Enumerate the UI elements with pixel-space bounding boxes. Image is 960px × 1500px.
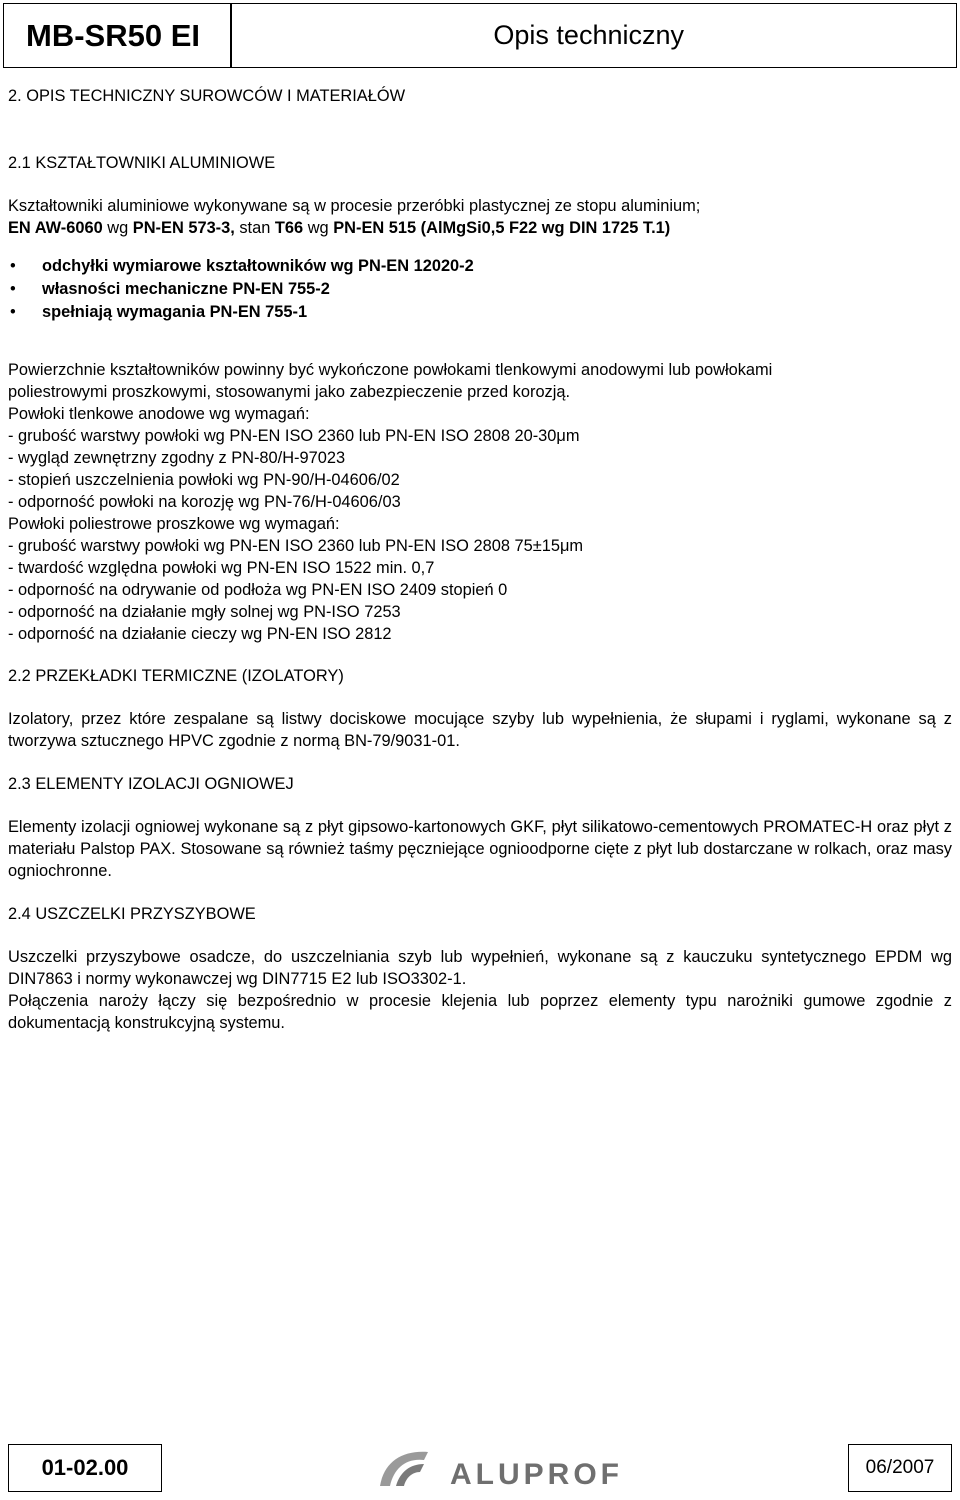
coatings-block (8, 359, 952, 645)
section-2-1-title: 2.1 KSZTAŁTOWNIKI ALUMINIOWE (8, 154, 276, 172)
s21-intro-line-1: Kształtowniki aluminiowe wykonywane są w procesie przeróbki plastycznej ze stopu aluminium; (8, 197, 701, 215)
intro-text: wg (303, 219, 334, 237)
doc-code: 01-02.00 (41, 1455, 129, 1480)
section-2-3-body: Elementy izolacji ogniowej wykonane są z płyt gipsowo-kartonowych GKF, płyt silikatowo-cementowych PROMATEC-H oraz płyt z materiału Palstop PAX. Stosowane są również taśmy pęczniejące ognioodporne cięte z płyt lub dostarczane w rolkach, oraz masy ogniochronne. (8, 818, 952, 880)
document-body (8, 85, 952, 1034)
page-header (3, 3, 957, 68)
section-2-title: 2. OPIS TECHNICZNY SUROWCÓW I MATERIAŁÓW (8, 87, 406, 105)
intro-text: stan (234, 219, 275, 237)
text-line: - wygląd zewnętrzny zgodny z PN-80/H-97023 (8, 449, 346, 467)
requirements-list (8, 255, 952, 324)
text-line: - grubość warstwy powłoki wg PN-EN ISO 2360 lub PN-EN ISO 2808 20-30μm (8, 427, 580, 445)
product-name: MB-SR50 EI (26, 17, 200, 53)
aluprof-logo (376, 1446, 656, 1492)
standard-ref: PN-EN 573-3, (132, 219, 235, 237)
temper-ref: T66 (274, 219, 304, 237)
section-2-4-body: Połączenia naroży łączy się bezpośrednio w procesie klejenia lub poprzez elementy typu narożniki gumowe zgodnie z dokumentacją konstrukcyjną systemu. (8, 992, 952, 1032)
text-line: Powierzchnie kształtowników powinny być wykończone powłokami tlenkowymi anodowymi lub powłokami (8, 361, 773, 379)
intro-text: wg (102, 219, 133, 237)
header-product-cell (4, 4, 232, 67)
text-line: Powłoki tlenkowe anodowe wg wymagań: (8, 405, 310, 423)
text-line: Powłoki poliestrowe proszkowe wg wymagań: (8, 515, 340, 533)
section-2-2-body: Izolatory, przez które zespalane są listwy dociskowe mocujące szyby lub wypełnienia, że słupami i ryglami, wykonane są z tworzywa sztucznego HPVC zgodnie z normą BN-79/9031-01. (8, 710, 952, 750)
logo-wordmark: ALUPROF (450, 1458, 623, 1491)
section-2-4-title: 2.4 USZCZELKI PRZYSZYBOWE (8, 905, 256, 923)
text-line: - stopień uszczelnienia powłoki wg PN-90/H-04606/02 (8, 471, 400, 489)
section-2-3-title: 2.3 ELEMENTY IZOLACJI OGNIOWEJ (8, 775, 294, 793)
text-line: - twardość względna powłoki wg PN-EN ISO 1522 min. 0,7 (8, 559, 435, 577)
doc-code-box (8, 1444, 162, 1492)
text-line: - odporność powłoki na korozję wg PN-76/H-04606/03 (8, 493, 401, 511)
text-line: - odporność na działanie cieczy wg PN-EN ISO 2812 (8, 625, 392, 643)
s21-intro-line-2 (8, 217, 952, 239)
logo-mark-icon (396, 1464, 424, 1486)
text-line: poliestrowymi proszkowymi, stosowanymi jako zabezpieczenie przed korozją. (8, 383, 571, 401)
page-footer (8, 1444, 952, 1496)
doc-date-box (848, 1444, 952, 1492)
section-2-2-title: 2.2 PRZEKŁADKI TERMICZNE (IZOLATORY) (8, 667, 344, 685)
list-item: • własności mechaniczne PN-EN 755-2 (8, 278, 952, 301)
alloy-designation: EN AW-6060 (8, 219, 103, 237)
list-item: • spełniają wymagania PN-EN 755-1 (8, 301, 952, 324)
section-2-4-body: Uszczelki przyszybowe osadcze, do uszczelniania szyb lub wypełnień, wykonane są z kauczuku syntetycznego EPDM wg DIN7863 i normy wykonawczej wg DIN7715 E2 lub ISO3302-1. (8, 948, 952, 988)
doc-date: 06/2007 (865, 1457, 935, 1478)
text-line: - odporność na odrywanie od podłoża wg PN-EN ISO 2409 stopień 0 (8, 581, 508, 599)
text-line: - grubość warstwy powłoki wg PN-EN ISO 2360 lub PN-EN ISO 2808 75±15μm (8, 537, 584, 555)
text-line: - odporność na działanie mgły solnej wg PN-ISO 7253 (8, 603, 401, 621)
list-item: • odchyłki wymiarowe kształtowników wg PN-EN 12020-2 (8, 255, 952, 278)
standard-ref: PN-EN 515 (AlMgSi0,5 F22 wg DIN 1725 T.1) (333, 219, 671, 237)
header-doctype-cell (232, 4, 956, 67)
doc-type: Opis techniczny (493, 20, 684, 50)
